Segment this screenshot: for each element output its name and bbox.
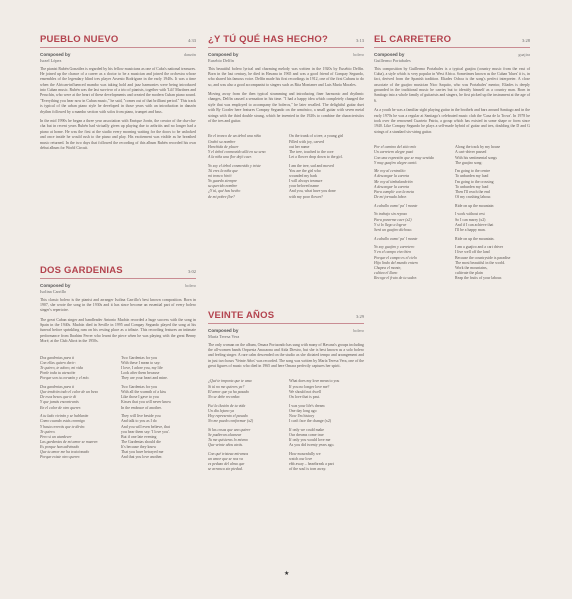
song-el-carretero	[374, 34, 530, 285]
lyrics-english	[121, 356, 196, 464]
lyric-verse: Yo soy guajiro y carretero Y en el campo vivo bien Porque el campo es el cielo Hijo lindo del mundo entero Chapea el monte, cultiva el llano Recoge el fruto de tu sudor.	[374, 245, 418, 281]
song-header	[374, 34, 530, 48]
composed-by-label: Composed by	[208, 328, 239, 333]
lyrics-spanish	[208, 134, 283, 203]
lyric-verse: Si las cosas que uno quiere Se pudieran alcanzar Tu me quisieras lo mismo Que veinte años atrás.	[208, 427, 251, 448]
paragraph: The great Cuban singer and bandleader Antonio Machín recorded a huge success with the song in Spain in the 1940s. Machín died in Seville in 1995 and Compay Segundo played the song at his funeral before sprinkling rum on his resting place as a tribute. This recording features an intimate performance from Ibrahim Ferrer who learnt the piece when he was playing with the great Benny Moré, at the Club Alirot in the 1950s.	[40, 317, 196, 344]
lyric-verse: A tu lado vivirán y se hablarán Como cuando estás conmigo Y hasta creerás que te dirán: Te quiero. Pero si un atardecer Las gardenias de mi amor se mueren Es porque han adivinado Que tu amor me ha traicionado Porque existe otro querer.	[40, 414, 98, 460]
lyric-verse: Fui la ilusión de tu vida Un día lejano ya Hoy represento el pasado No me puedo conformar (x2)	[208, 403, 254, 424]
lyrics-english	[455, 145, 530, 285]
lyrics-block	[374, 145, 530, 285]
star-ornament-icon: ★	[284, 571, 290, 577]
composed-by-label: Composed by	[40, 52, 71, 57]
composed-by-label: Composed by	[374, 52, 405, 57]
lyric-verse: Two Gardenias for you With all the warmth of a kiss Like those I gave to you Kisses that you will never know In the embrace of another.	[121, 384, 172, 410]
song-title: PUEBLO NUEVO	[40, 34, 119, 45]
genre-label: guajira	[518, 52, 530, 57]
lyrics-english	[289, 134, 364, 203]
song-title: VEINTE AÑOS	[208, 310, 275, 321]
composer-row	[40, 283, 196, 288]
composer-name: Eusebio Delfín	[208, 57, 234, 63]
lyric-verse: Yo trabajo sin reposo Para ponerme caer (x2) Y si lo llego a lograr Será un guajiro dichoso.	[374, 212, 413, 232]
song-duration: 4:33	[187, 38, 196, 43]
lyrics-block	[208, 379, 364, 476]
song-duration: 3:02	[187, 269, 196, 274]
lyrics-block	[40, 356, 196, 464]
lyric-verse: I work without rest So I can marry (x2) And if I can achieve that I'll be a happy man.	[455, 212, 494, 232]
song-duration: 3:13	[355, 38, 364, 43]
composer-row	[208, 52, 364, 57]
lyric-verse: Yo soy el árbol conmovido y triste Tú eres la niña que mi tronco hirió Yo guardo siempre su querido nombre ¿Y tú, qué has hecho de mi pobre flor?	[208, 163, 261, 199]
composer-name: María Teresa Vera	[208, 333, 240, 339]
composer-row	[374, 52, 530, 57]
paragraph: As a youth he was a familiar sight playing guitar in the brothels and bars around Santiago and in the early 1970s he was a regular at Santiago's celebrated music club the 'Casa de la Trova'. In 1978 he took over the renowned Cuarteto Patria, a group which has existed in some shape or form since 1940. Like Compay Segundo he plays a self-made hybrid of guitar and tres, doubling the D and G strings of a standard six-string guitar.	[374, 108, 530, 134]
lyrics-english	[289, 379, 364, 476]
song-header	[208, 310, 364, 324]
composer-name: Guillermo Portabales	[374, 57, 411, 63]
song-header	[208, 34, 364, 48]
song-pueblo-nuevo	[40, 34, 196, 151]
lyric-verse: A caballo vamo' pa' l monte	[374, 203, 418, 208]
lyric-verse: I'm going to the centre To unburden my load I'm going to the crossing To unburden my load Then I'll reach the end Of my crushing labour.	[455, 169, 494, 200]
paragraph: This beautiful bolero lyrical and charming melody was written in the 1920s by Eusebio Delfín. Born in the last century, he died in Havana in 1965 and was a good friend of Compay Segundo, who shared his famous voice. Delfín made his first recordings in 1912, one of the first Cubans to do so, and was also a good accompanist to singers such as Rita Montaner and Luis María Morales.	[208, 66, 364, 87]
lyric-verse: Me voy al centralito A descargar la carreta Me voy al timbalandrión A descargar la carreta Para cumplir con la meta De mi jornada labor.	[374, 169, 414, 200]
composer-name: Isolina Carrillo	[40, 288, 67, 294]
lyric-verse: Along the track by my house A cart-driver passed With his sentimental songs The guajiro song:	[455, 145, 501, 165]
lyric-verse: I am the tree, sad and moved You are the girl who wounded my bark I will always treasure your beloved name And you, what have you done with my poor flower?	[289, 163, 336, 199]
lyric-verse: On the trunk of a tree, a young girl Filled with joy, carved out her name The tree, touched to the core Let a flower drop down to the girl.	[289, 134, 344, 160]
composer-row	[208, 328, 364, 333]
composer-row	[40, 52, 196, 57]
paragraph: The only woman on the album, Omara Portuondo has sung with many of Havana's groups including the all-women bands Orquesta Anacaona and Aida Diestro, but she is best known as a solo bolero and feeling singer. A rare calm descended on the studio as she dictated tempo and arrangement and in just two hours 'Veinte Años' was recorded. The song was written by María Teresa Vera, one of the great figures of music who died in 1965 and here Omara perfectly captures her spirit.	[208, 342, 364, 369]
composed-by-label: Composed by	[40, 283, 71, 288]
song-header	[40, 265, 196, 279]
lyric-verse: Por el camino del sitio mío Un carretero alegre pasó Con una expresión que se muy sentida Y muy guajiro alegre cantó.	[374, 145, 434, 165]
lyric-verse: I was your life's dream One day long ago Now I'm history I can't face the change (x2)	[289, 403, 332, 424]
paragraph: This composition by Guillermo Portabales is a typical guajira (country music from the east of Cuba), a style which is very popular in West Africa. Sometimes known as the Cuban 'blues' it is, in fact, derived from the Spanish tradition. Eliades Ochoa is the song's perfect interpreter. A close associate of the guajiro musician Nico Saquito, who was Portabales' mentor, Eliades is deeply grounded in the traditional music he carries but to identify himself as a country man. Born in Santiago into a whole family of guitarists and singers, he first picked up the instrument at the age of 6.	[374, 66, 530, 103]
lyrics-spanish	[40, 356, 115, 464]
lyric-verse: Con qué tristeza miramos un amor que se nos va es pedazo del alma que se arranca sin piedad.	[208, 451, 249, 472]
song-dos-gardenias	[40, 265, 196, 464]
song-title: DOS GARDENIAS	[40, 265, 123, 276]
lyric-verse: If only we could make Our dreams come true If only you would love me As you did twenty years ago.	[289, 427, 335, 448]
lyric-verse: How mournfully we watch our love ebb away – heartbreak a part of the soul is torn away.	[289, 451, 334, 472]
song-title: EL CARRETERO	[374, 34, 452, 45]
lyric-verse: A caballo vamo' pa' l monte	[374, 236, 418, 241]
paragraph: In the mid 1990s he began a three year association with Enrique Jorrín, the creator of the cha-cha-cha but in recent years Rubén had virtually given up playing due to arthritis and no longer had a piano at home. He was the first at the studio every morning waiting for the doors to be unlocked and once inside he would rush to the piano and play. His excitement was visible as he breathed music returned. In the two days that followed the recording of this album Rubén recorded his own debut album for World Circuit.	[40, 119, 196, 150]
lyric-verse: Dos gardenias para ti Con ellas quiero decir: Te quiero, te adoro, mi vida Ponle toda tu atención Porque son tu corazón y el mío.	[40, 355, 90, 381]
composed-by-label: Composed by	[208, 52, 239, 57]
song-duration: 3:28	[521, 38, 530, 43]
lyrics-spanish	[208, 379, 283, 476]
paragraph: The pianist Rubén González is regarded by his fellow musicians as one of Cuba's national treasures. He joined up the chance of a career as a doctor to be a musician and joined the orchestra whose ensembles of the legendary blind tres player Arsenio Rodríguez in the early 1940s. It was a time when the African-influenced mambo was taking hold and jazz harmonies were being introduced into Cuban music. Rubén was the last survivor of a trio of pianists, together with 'Lilí' Martínez and Peruchín, who were at the heart of these developments and created the modern Cuban piano sound. "Everything you hear now in Cuban music," he said, "comes out of that brilliant period." This track is typical of the urban piano style he developed in those years with an introduction in danzón rhythm followed by a mambo section with solos from piano, trumpet and bass.	[40, 66, 196, 114]
song-duration: 3:29	[355, 314, 364, 319]
song-y-tu-que-has-hecho	[208, 34, 364, 203]
lyric-verse: En el tronco de un árbol una niña Grabó su nombre Henchida de placer Y el árbol conmovido allá en su seno A la niña una flor dejó caer.	[208, 134, 266, 160]
paragraph: Moving away from the then typical strumming and introducing finer harmonic and rhythmic changes, Delfín caused a sensation in his time. "I had a happy idea which completely changed the style that was employed to accompany the boleros," he later recalled. The delightful guitar duet with Ry Cooder here features Compay Segundo on the armónico, a small guitar with seven metal strings with the third double strung, which he invented in the 1920s to combine the characteristics of the tres and guitar.	[208, 92, 364, 124]
lyric-verse: Ride on up the mountain.	[455, 236, 495, 241]
genre-label: bolero	[353, 52, 364, 57]
lyric-verse: What does my love mean to you If you no longer love me? We should not dwell On love that is past.	[289, 379, 340, 399]
song-veinte-anos	[208, 310, 364, 476]
song-header	[40, 34, 196, 48]
lyric-verse: I am a guajiro and a cart driver I live well off the land Because the countryside is paradise The most beautiful in the world. Work the mountains, cultivate the plain Reap the fruits of your labour.	[455, 245, 511, 281]
column-1	[40, 0, 196, 599]
lyrics-block	[208, 134, 364, 203]
genre-label: danzón	[183, 52, 196, 57]
lyric-verse: Two Gardenias for you With these I mean to say: I love, I adore you, my life Look after them because They are your heart and mine.	[121, 355, 168, 381]
column-3	[374, 0, 530, 599]
genre-label: bolero	[185, 283, 196, 288]
lyric-verse: ¿Qué te importa que te ama Si tú no me quieres ya? El amor que ya ha pasado No se debe recordar.	[208, 379, 252, 399]
composer-name: Israel López	[40, 57, 62, 63]
column-2	[208, 0, 364, 599]
song-title: ¿Y TÚ QUÉ HAS HECHO?	[208, 34, 328, 45]
paragraph: This classic bolero is the pianist and arranger Isolina Carrillo's best known composition. Born in 1907, she wrote the song in the 1930s and it has since become an essential part of every bolero singer's repertoire.	[40, 297, 196, 313]
lyrics-spanish	[374, 145, 449, 285]
lyric-verse: Dos gardenias para ti Que tendrán todo el calor de un beso De esos besos que te di Y que jamás encontrarás En el calor de otro querer.	[40, 384, 99, 410]
lyric-verse: Ride on up the mountain	[455, 203, 494, 208]
lyric-verse: They will live beside you And talk to you as I do And you will even believe, that you hear them say: 'I love you'. But if one late evening The Gardenias should die It's because they know That you have betrayed me And that you love another.	[121, 414, 170, 460]
genre-label: bolero	[353, 328, 364, 333]
